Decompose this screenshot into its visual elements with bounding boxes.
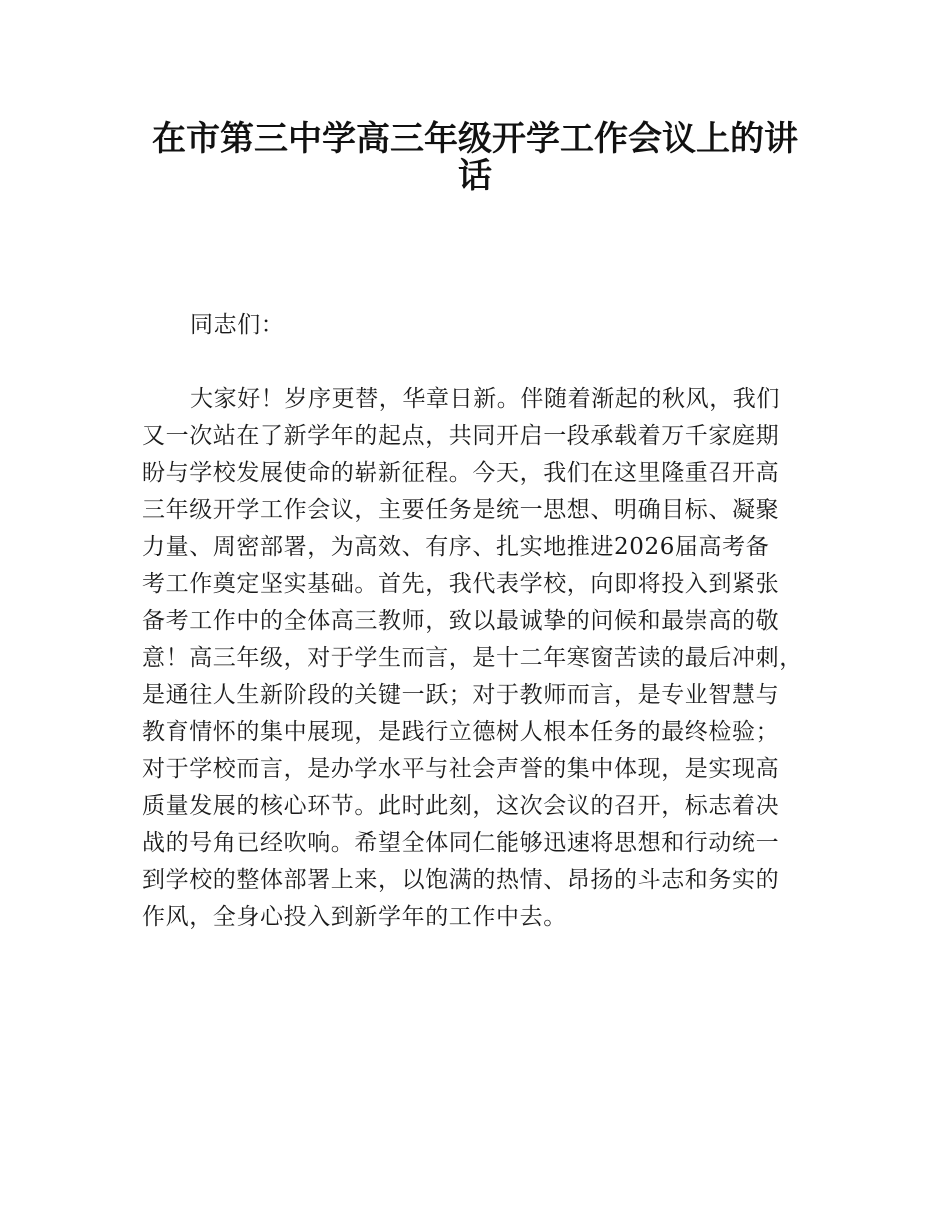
paragraph-line: 盼与学校发展使命的崭新征程。今天，我们在这里隆重召开高 <box>142 460 780 486</box>
paragraph-line: 考工作奠定坚实基础。首先，我代表学校，向即将投入到紧张 <box>142 571 780 597</box>
title-line-2: 话 <box>458 156 492 196</box>
paragraph-line: 是通往人生新阶段的关键一跃；对于教师而言，是专业智慧与 <box>142 682 780 708</box>
paragraph-line: 意！高三年级，对于学生而言，是十二年寒窗苦读的最后冲刺， <box>142 645 803 671</box>
paragraph-line: 教育情怀的集中展现，是践行立德树人根本任务的最终检验； <box>142 719 780 745</box>
paragraph-line: 质量发展的核心环节。此时此刻，这次会议的召开，标志着决 <box>142 793 780 819</box>
document-body <box>142 307 812 936</box>
paragraph-line: 又一次站在了新学年的起点，共同开启一段承载着万千家庭期 <box>142 423 780 449</box>
paragraph-line: 力量、周密部署，为高效、有序、扎实地推进2026届高考备 <box>142 534 770 560</box>
paragraph-line: 大家好！岁序更替，华章日新。伴随着渐起的秋风，我们 <box>190 386 780 412</box>
paragraph-line: 对于学校而言，是办学水平与社会声誉的集中体现，是实现高 <box>142 756 780 782</box>
salutation: 同志们： <box>190 312 285 338</box>
opening-paragraph <box>142 381 812 936</box>
paragraph-line: 作风，全身心投入到新学年的工作中去。 <box>142 904 567 930</box>
title-line-1: 在市第三中学高三年级开学工作会议上的讲 <box>152 119 798 159</box>
paragraph-line: 三年级开学工作会议，主要任务是统一思想、明确目标、凝聚 <box>142 497 780 523</box>
document-title <box>140 112 810 196</box>
paragraph-line: 战的号角已经吹响。希望全体同仁能够迅速将思想和行动统一 <box>142 830 780 856</box>
paragraph-line: 备考工作中的全体高三教师，致以最诚挚的问候和最崇高的敬 <box>142 608 780 634</box>
paragraph-line: 到学校的整体部署上来，以饱满的热情、昂扬的斗志和务实的 <box>142 867 780 893</box>
